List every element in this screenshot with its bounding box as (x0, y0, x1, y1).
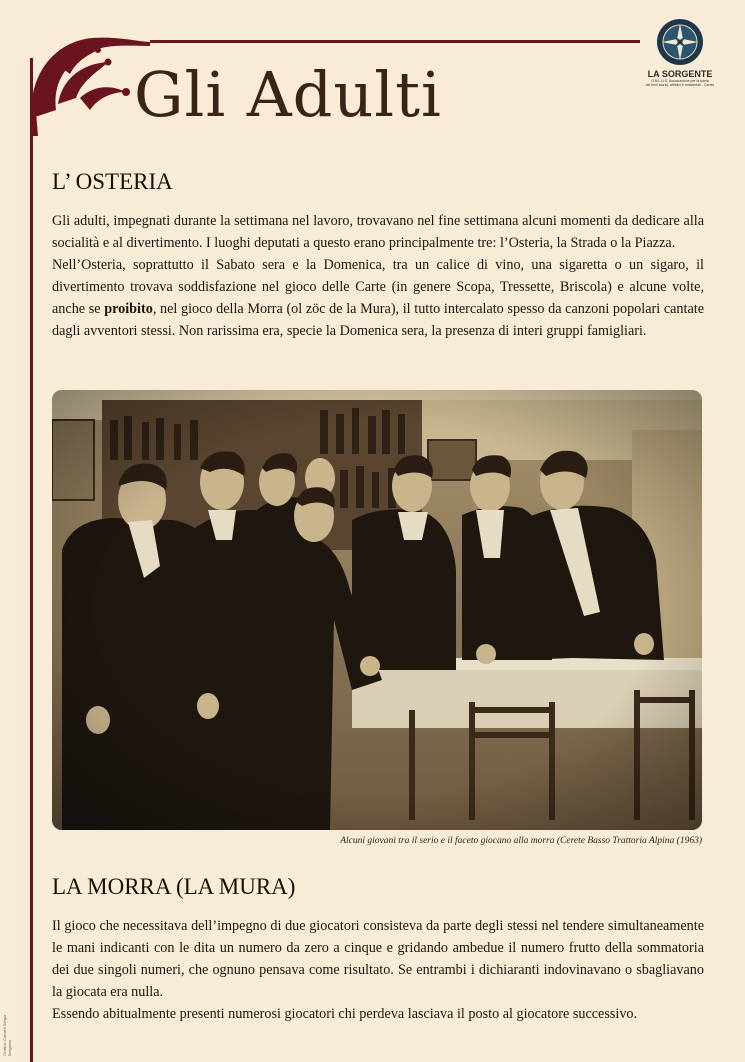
morra-paragraph-2: Essendo abitualmente presenti numerosi giocatori chi perdeva lasciava il posto al giocatore successivo. (52, 1006, 638, 1022)
osteria-text (52, 210, 704, 342)
border-top-line (150, 40, 640, 43)
logo-name: LA SORGENTE (647, 69, 713, 79)
logo-subtitle-1: O.N.L.U.S. Associazione per la tutela (651, 79, 709, 83)
side-credit: Grafica: Carrara Sergio - Bergamo (2, 1012, 12, 1056)
compass-rose-icon (656, 18, 704, 66)
osteria-paragraph-2-start: Nell’Osteria, soprattutto il Sabato sera e la Domenica, tra un calice di vino, una sigaretta o un sigaro, il divertimento trovava soddisfazione nel gioco delle Carte (in genere Scopa, Tressette, Briscola) e alcune volte, anche se (52, 257, 704, 317)
historic-photo (52, 390, 702, 830)
fleur-de-lis-ornament (22, 28, 152, 138)
association-logo (630, 18, 730, 87)
logo-subtitle-2: dei beni storici, artistici e ambientali - Cerete (645, 83, 715, 87)
section-heading-osteria: L’ OSTERIA (52, 169, 173, 194)
morra-text (52, 915, 704, 1025)
photo-caption: Alcuni giovani tra il serio e il faceto giocano alla morra (Cerete Basso Trattoria Alpina (1963) (340, 836, 702, 846)
morra-paragraph-1: Il gioco che necessitava dell’impegno di due giocatori consisteva da parte degli stessi nel tendere simultaneamente le mani indicanti con le dita un numero da zero a cinque e gridando ambedue il numero frutto della sommatoria dei due singoli numeri, che ognuno pensava come risultato. Se entrambi i dichiaranti indovinavano o sbagliavano la giocata era nulla. (52, 918, 704, 1000)
osteria-paragraph-2-end: , nel gioco della Morra (ol zöc de la Mura), il tutto intercalato spesso da canzoni popolari cantate dagli avventori stessi. Non rarissima era, specie la Domenica sera, la presenza di interi gruppi famigliari. (52, 301, 704, 339)
osteria-paragraph-2 (52, 254, 704, 342)
osteria-paragraph-1: Gli adulti, impegnati durante la settimana nel lavoro, trovavano nel fine settimana alcuni momenti da dedicare alla socialità e al divertimento. I luoghi deputati a questo erano principalmente tre: l’Osteria, la Strada o la Piazza. (52, 213, 704, 251)
page-title: Gli Adulti (134, 58, 442, 131)
bold-word-proibito: proibito (104, 301, 153, 317)
section-heading-morra: LA MORRA (LA MURA) (52, 874, 296, 899)
border-vertical-line (30, 58, 33, 1062)
photo-illustration (52, 390, 702, 830)
